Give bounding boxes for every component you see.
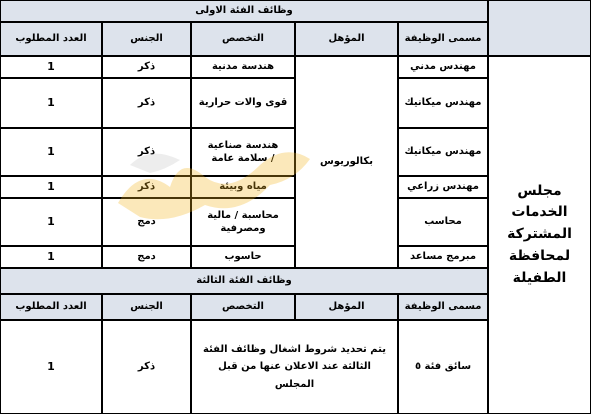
s1-row-0-job-title: مهندس مدني <box>398 56 488 78</box>
s1-row-5-job-title: مبرمج مساعد <box>398 246 488 268</box>
s1-row-0-count: 1 <box>0 56 102 78</box>
s1-row-1-count: 1 <box>0 78 102 128</box>
s1-row-4-job-title: محاسب <box>398 198 488 246</box>
s2-row-0-job-title: سائق فئة ٥ <box>398 320 488 414</box>
s1-row-3-specialization: مياه وبيئة <box>191 176 295 198</box>
s2-header-gender: الجنس <box>102 294 191 320</box>
s1-row-3-count: 1 <box>0 176 102 198</box>
s1-header-specialization: التخصص <box>191 22 295 56</box>
s2-header-job-title: مسمى الوظيفة <box>398 294 488 320</box>
s2-row-0-note: يتم تحديد شروط اشغال وظائف الفئة الثالثة عند الاعلان عنها من قبل المجلس <box>191 320 398 414</box>
s2-header-qualification: المؤهل <box>295 294 398 320</box>
s1-header-gender: الجنس <box>102 22 191 56</box>
s1-row-1-gender: ذكر <box>102 78 191 128</box>
entity-name: مجلس الخدمات المشتركة لمحافظة الطفيلة <box>488 56 591 414</box>
s2-header-specialization: التخصص <box>191 294 295 320</box>
s1-row-2-specialization: هندسة صناعية / سلامة عامة <box>191 128 295 176</box>
s1-row-4-count: 1 <box>0 198 102 246</box>
s1-row-0-specialization: هندسة مدنية <box>191 56 295 78</box>
section2-title: وظائف الفئة الثالثة <box>0 268 488 294</box>
s1-row-3-job-title: مهندس زراعي <box>398 176 488 198</box>
s1-row-1-specialization: قوى والات حرارية <box>191 78 295 128</box>
s1-row-5-specialization: حاسوب <box>191 246 295 268</box>
s1-row-2-gender: ذكر <box>102 128 191 176</box>
s2-header-count: العدد المطلوب <box>0 294 102 320</box>
s1-row-2-job-title: مهندس ميكانيك <box>398 128 488 176</box>
s1-row-4-gender: دمج <box>102 198 191 246</box>
s1-row-3-gender: ذكر <box>102 176 191 198</box>
s1-header-job-title: مسمى الوظيفة <box>398 22 488 56</box>
section1-title: وظائف الفئة الاولى <box>0 0 488 22</box>
entity-header-blank <box>488 0 591 56</box>
s1-row-5-count: 1 <box>0 246 102 268</box>
s1-row-0-gender: ذكر <box>102 56 191 78</box>
s1-row-2-count: 1 <box>0 128 102 176</box>
s1-header-qualification: المؤهل <box>295 22 398 56</box>
s2-row-0-gender: ذكر <box>102 320 191 414</box>
s1-row-1-job-title: مهندس ميكانيك <box>398 78 488 128</box>
s2-row-0-count: 1 <box>0 320 102 414</box>
s1-qualification-value: بكالوريوس <box>295 56 398 268</box>
s1-row-4-specialization: محاسبة / مالية ومصرفية <box>191 198 295 246</box>
s1-row-5-gender: دمج <box>102 246 191 268</box>
s1-header-count: العدد المطلوب <box>0 22 102 56</box>
